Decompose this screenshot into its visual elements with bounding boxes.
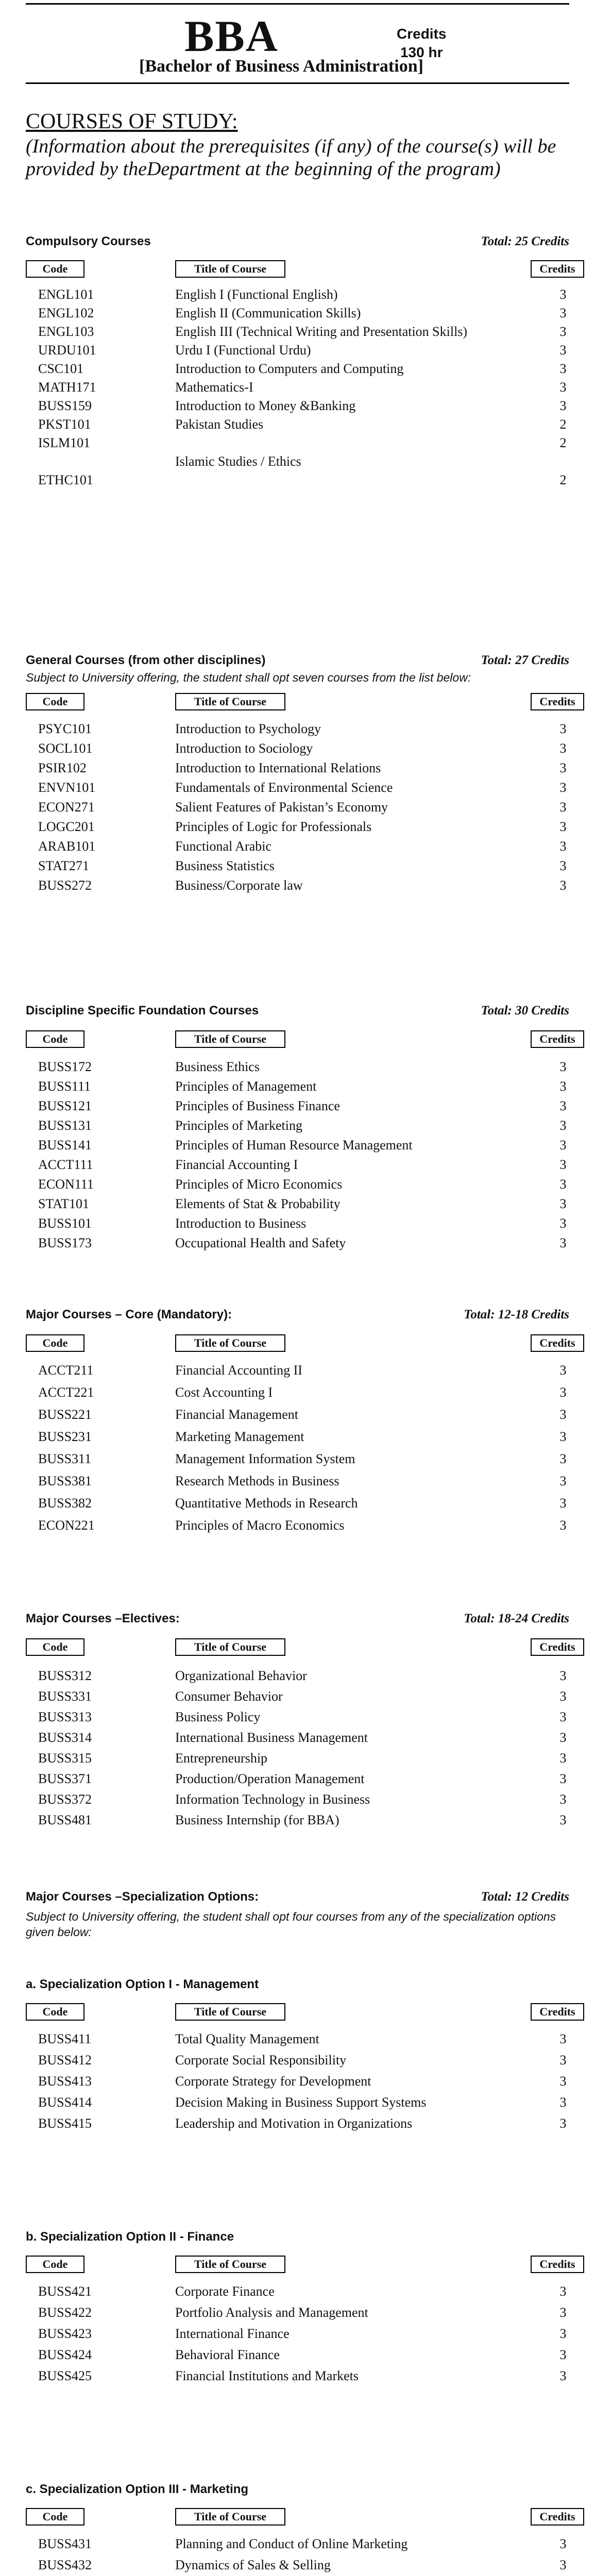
course-credits: 3 bbox=[559, 1496, 567, 1511]
course-credits: 3 bbox=[559, 800, 567, 815]
course-credits: 2 bbox=[559, 435, 567, 450]
course-title: English II (Communication Skills) bbox=[175, 306, 361, 320]
course-credits: 3 bbox=[559, 2368, 567, 2383]
course-title: Principles of Business Finance bbox=[175, 1098, 340, 1113]
course-title: Introduction to Computers and Computing bbox=[175, 361, 404, 376]
course-title: Principles of Human Resource Management bbox=[175, 1138, 413, 1153]
course-code: BUSS173 bbox=[38, 1235, 92, 1250]
course-credits: 3 bbox=[559, 1407, 567, 1422]
course-row bbox=[0, 2536, 595, 2554]
course-code: BUSS312 bbox=[38, 1668, 92, 1683]
course-row bbox=[0, 1709, 595, 1727]
section-title-specialization: Major Courses –Specialization Options: bbox=[26, 1890, 259, 1904]
course-credits: 3 bbox=[559, 2074, 567, 2089]
course-code: ENGL101 bbox=[38, 287, 94, 302]
course-credits: 3 bbox=[559, 1363, 567, 1378]
course-credits: 3 bbox=[559, 2116, 567, 2131]
course-title: Business Internship (for BBA) bbox=[175, 1812, 339, 1827]
course-row bbox=[0, 1118, 595, 1136]
course-code: BUSS432 bbox=[38, 2557, 92, 2572]
course-code: BUSS421 bbox=[38, 2284, 92, 2299]
course-credits: 3 bbox=[559, 1235, 567, 1250]
course-code: ETHC101 bbox=[38, 472, 93, 487]
course-row bbox=[0, 741, 595, 758]
course-row bbox=[0, 1059, 595, 1077]
course-title: Behavioral Finance bbox=[175, 2347, 280, 2362]
course-code: BUSS424 bbox=[38, 2347, 92, 2362]
course-title: Introduction to International Relations bbox=[175, 760, 381, 775]
course-title: Elements of Stat & Probability bbox=[175, 1196, 341, 1211]
course-credits: 3 bbox=[559, 1689, 567, 1704]
course-title: Consumer Behavior bbox=[175, 1689, 283, 1704]
section-title-electives: Major Courses –Electives: bbox=[26, 1612, 180, 1625]
course-credits: 2 bbox=[559, 417, 567, 432]
course-row bbox=[0, 417, 595, 434]
course-row bbox=[0, 1429, 595, 1447]
course-code: BUSS414 bbox=[38, 2095, 92, 2110]
column-header-credits: Credits bbox=[531, 2508, 584, 2526]
course-title: Salient Features of Pakistan’s Economy bbox=[175, 800, 388, 815]
course-title: Cost Accounting I bbox=[175, 1385, 273, 1400]
course-title: Entrepreneurship bbox=[175, 1751, 268, 1766]
course-row bbox=[0, 2031, 595, 2049]
course-title: Islamic Studies / Ethics bbox=[175, 454, 301, 469]
course-credits: 3 bbox=[559, 1138, 567, 1153]
course-credits: 3 bbox=[559, 306, 567, 320]
course-row bbox=[0, 1473, 595, 1491]
course-code: BUSS412 bbox=[38, 2053, 92, 2067]
course-row bbox=[0, 1235, 595, 1253]
course-credits: 3 bbox=[559, 1812, 567, 1827]
course-title: Dynamics of Sales & Selling bbox=[175, 2557, 331, 2572]
course-row bbox=[0, 435, 595, 453]
course-credits: 3 bbox=[559, 1668, 567, 1683]
course-credits: 3 bbox=[559, 1473, 567, 1488]
course-credits: 3 bbox=[559, 398, 567, 413]
section-total-specialization: Total: 12 Credits bbox=[481, 1890, 569, 1904]
course-row bbox=[0, 1216, 595, 1233]
course-title: Principles of Micro Economics bbox=[175, 1177, 343, 1192]
course-row bbox=[0, 380, 595, 397]
course-code: ENGL103 bbox=[38, 324, 94, 339]
course-title: Introduction to Sociology bbox=[175, 741, 313, 756]
course-credits: 3 bbox=[559, 1771, 567, 1786]
course-code: SOCL101 bbox=[38, 741, 93, 756]
course-code: ACCT211 bbox=[38, 1363, 94, 1378]
course-credits: 3 bbox=[559, 1792, 567, 1807]
specialization-option-title: a. Specialization Option I - Management bbox=[26, 1977, 259, 1991]
column-header-title: Title of Course bbox=[175, 2003, 285, 2021]
course-credits: 3 bbox=[559, 1730, 567, 1745]
course-title: Financial Institutions and Markets bbox=[175, 2368, 359, 2383]
course-credits: 3 bbox=[559, 760, 567, 775]
course-title: Principles of Macro Economics bbox=[175, 1518, 345, 1533]
course-title: Decision Making in Business Support Systems bbox=[175, 2095, 427, 2110]
column-header-credits: Credits bbox=[531, 260, 584, 278]
course-code: ACCT111 bbox=[38, 1157, 93, 1172]
course-code: BUSS272 bbox=[38, 878, 92, 893]
column-header-code: Code bbox=[26, 693, 84, 710]
course-title: Information Technology in Business bbox=[175, 1792, 370, 1807]
course-code: BUSS382 bbox=[38, 1496, 92, 1511]
course-row bbox=[0, 1385, 595, 1402]
course-title: Pakistan Studies bbox=[175, 417, 264, 432]
course-credits: 2 bbox=[559, 472, 567, 487]
course-code: BUSS131 bbox=[38, 1118, 92, 1133]
column-header-code: Code bbox=[26, 1638, 84, 1656]
course-row bbox=[0, 361, 595, 379]
column-header-code: Code bbox=[26, 260, 84, 278]
column-header-title: Title of Course bbox=[175, 1638, 285, 1656]
course-row bbox=[0, 1668, 595, 1686]
course-credits: 3 bbox=[559, 1216, 567, 1231]
course-credits: 3 bbox=[559, 2031, 567, 2046]
course-credits: 3 bbox=[559, 1157, 567, 1172]
course-row bbox=[0, 454, 595, 471]
course-title: Introduction to Psychology bbox=[175, 721, 321, 736]
course-credits: 3 bbox=[559, 2326, 567, 2341]
course-credits: 3 bbox=[559, 361, 567, 376]
course-title: Management Information System bbox=[175, 1451, 355, 1466]
course-credits: 3 bbox=[559, 1751, 567, 1766]
course-credits: 3 bbox=[559, 780, 567, 795]
column-header-code: Code bbox=[26, 1030, 84, 1048]
course-row bbox=[0, 780, 595, 798]
course-row bbox=[0, 2116, 595, 2133]
course-row bbox=[0, 1792, 595, 1809]
column-header-credits: Credits bbox=[531, 1334, 584, 1352]
course-credits: 3 bbox=[559, 741, 567, 756]
course-credits: 3 bbox=[559, 2536, 567, 2551]
course-title: International Finance bbox=[175, 2326, 290, 2341]
course-row bbox=[0, 398, 595, 416]
course-row bbox=[0, 878, 595, 895]
course-row bbox=[0, 1451, 595, 1469]
section-total-core: Total: 12-18 Credits bbox=[464, 1308, 569, 1321]
course-row bbox=[0, 306, 595, 323]
course-title: Fundamentals of Environmental Science bbox=[175, 780, 393, 795]
course-row bbox=[0, 1407, 595, 1425]
column-header-credits: Credits bbox=[531, 1638, 584, 1656]
course-row bbox=[0, 1689, 595, 1706]
column-header-title: Title of Course bbox=[175, 1334, 285, 1352]
course-row bbox=[0, 819, 595, 837]
course-code: BUSS311 bbox=[38, 1451, 92, 1466]
course-row bbox=[0, 472, 595, 490]
course-title: Corporate Strategy for Development bbox=[175, 2074, 371, 2089]
course-row bbox=[0, 2053, 595, 2070]
course-code: BUSS371 bbox=[38, 1771, 92, 1786]
course-credits: 3 bbox=[559, 1118, 567, 1133]
course-credits: 3 bbox=[559, 839, 567, 854]
course-code: BUSS172 bbox=[38, 1059, 92, 1074]
section-note-general: Subject to University offering, the student shall opt seven courses from the list below: bbox=[26, 671, 471, 684]
course-code: BUSS111 bbox=[38, 1079, 91, 1094]
course-credits: 3 bbox=[559, 1709, 567, 1724]
course-code: BUSS425 bbox=[38, 2368, 92, 2383]
column-header-title: Title of Course bbox=[175, 693, 285, 710]
course-credits: 3 bbox=[559, 343, 567, 358]
course-title: Business/Corporate law bbox=[175, 878, 303, 893]
course-row bbox=[0, 2095, 595, 2112]
course-title: Principles of Management bbox=[175, 1079, 317, 1094]
course-title: Total Quality Management bbox=[175, 2031, 319, 2046]
credits-value: 130 hr bbox=[400, 44, 443, 60]
course-code: BUSS141 bbox=[38, 1138, 92, 1153]
course-credits: 3 bbox=[559, 1177, 567, 1192]
course-code: PSYC101 bbox=[38, 721, 92, 736]
program-title: BBA bbox=[184, 11, 279, 61]
course-code: BUSS121 bbox=[38, 1098, 92, 1113]
course-row bbox=[0, 287, 595, 304]
program-subtitle: [Bachelor of Business Administration] bbox=[139, 57, 423, 76]
course-title: Mathematics-I bbox=[175, 380, 253, 395]
specialization-option-title: c. Specialization Option III - Marketing bbox=[26, 2482, 249, 2496]
course-title: Quantitative Methods in Research bbox=[175, 1496, 358, 1511]
course-row bbox=[0, 800, 595, 817]
section-title-core: Major Courses – Core (Mandatory): bbox=[26, 1308, 232, 1321]
course-credits: 3 bbox=[559, 2557, 567, 2572]
course-row bbox=[0, 1196, 595, 1214]
course-row bbox=[0, 1363, 595, 1380]
course-row bbox=[0, 1079, 595, 1096]
course-code: BUSS159 bbox=[38, 398, 92, 413]
column-header-credits: Credits bbox=[531, 2003, 584, 2021]
course-credits: 3 bbox=[559, 2095, 567, 2110]
course-row bbox=[0, 1730, 595, 1748]
course-credits: 3 bbox=[559, 324, 567, 339]
course-code: BUSS313 bbox=[38, 1709, 92, 1724]
column-header-credits: Credits bbox=[531, 1030, 584, 1048]
section-title-compulsory: Compulsory Courses bbox=[26, 234, 151, 248]
course-credits: 3 bbox=[559, 1098, 567, 1113]
course-row bbox=[0, 858, 595, 876]
course-code: PKST101 bbox=[38, 417, 91, 432]
course-code: BUSS411 bbox=[38, 2031, 92, 2046]
course-credits: 3 bbox=[559, 380, 567, 395]
course-title: English I (Functional English) bbox=[175, 287, 338, 302]
column-header-credits: Credits bbox=[531, 693, 584, 710]
course-credits: 3 bbox=[559, 858, 567, 873]
course-row bbox=[0, 721, 595, 739]
course-title: Occupational Health and Safety bbox=[175, 1235, 346, 1250]
course-title: International Business Management bbox=[175, 1730, 368, 1745]
course-code: BUSS422 bbox=[38, 2305, 92, 2320]
course-code: BUSS331 bbox=[38, 1689, 92, 1704]
course-code: BUSS372 bbox=[38, 1792, 92, 1807]
section-total-general: Total: 27 Credits bbox=[481, 653, 569, 667]
column-header-title: Title of Course bbox=[175, 2256, 285, 2273]
course-row bbox=[0, 1771, 595, 1789]
course-title: Financial Management bbox=[175, 1407, 298, 1422]
column-header-title: Title of Course bbox=[175, 1030, 285, 1048]
course-code: STAT101 bbox=[38, 1196, 90, 1211]
course-title: Leadership and Motivation in Organizations bbox=[175, 2116, 413, 2131]
section-total-electives: Total: 18-24 Credits bbox=[464, 1612, 569, 1625]
course-title: Financial Accounting I bbox=[175, 1157, 298, 1172]
course-row bbox=[0, 2326, 595, 2344]
course-credits: 3 bbox=[559, 1196, 567, 1211]
course-title: Principles of Logic for Professionals bbox=[175, 819, 372, 834]
course-credits: 3 bbox=[559, 2347, 567, 2362]
course-code: URDU101 bbox=[38, 343, 96, 358]
course-title: Functional Arabic bbox=[175, 839, 272, 854]
course-credits: 3 bbox=[559, 878, 567, 893]
course-code: BUSS231 bbox=[38, 1429, 92, 1444]
course-code: BUSS481 bbox=[38, 1812, 92, 1827]
course-title: Principles of Marketing bbox=[175, 1118, 302, 1133]
course-credits: 3 bbox=[559, 1079, 567, 1094]
course-code: BUSS413 bbox=[38, 2074, 92, 2089]
course-code: BUSS381 bbox=[38, 1473, 92, 1488]
course-title: Introduction to Money &Banking bbox=[175, 398, 356, 413]
course-title: Portfolio Analysis and Management bbox=[175, 2305, 368, 2320]
course-row bbox=[0, 2368, 595, 2386]
course-title: Financial Accounting II bbox=[175, 1363, 302, 1378]
column-header-credits: Credits bbox=[531, 2256, 584, 2273]
course-code: ECON111 bbox=[38, 1177, 94, 1192]
course-row bbox=[0, 1496, 595, 1513]
header-bottom-rule bbox=[26, 82, 569, 84]
course-row bbox=[0, 760, 595, 778]
course-code: PSIR102 bbox=[38, 760, 87, 775]
course-title: Research Methods in Business bbox=[175, 1473, 339, 1488]
section-total-foundation: Total: 30 Credits bbox=[481, 1004, 569, 1018]
course-row bbox=[0, 1157, 595, 1175]
course-title: Business Policy bbox=[175, 1709, 261, 1724]
course-row bbox=[0, 2284, 595, 2301]
course-code: BUSS431 bbox=[38, 2536, 92, 2551]
course-code: ENGL102 bbox=[38, 306, 94, 320]
course-code: CSC101 bbox=[38, 361, 84, 376]
program-credits bbox=[397, 25, 446, 62]
course-credits: 3 bbox=[559, 2053, 567, 2067]
course-credits: 3 bbox=[559, 1059, 567, 1074]
section-total-compulsory: Total: 25 Credits bbox=[481, 234, 569, 248]
course-code: BUSS101 bbox=[38, 1216, 92, 1231]
course-code: ACCT221 bbox=[38, 1385, 94, 1400]
column-header-title: Title of Course bbox=[175, 260, 285, 278]
column-header-code: Code bbox=[26, 2508, 84, 2526]
section-title-general: General Courses (from other disciplines) bbox=[26, 653, 266, 667]
course-code: ECON271 bbox=[38, 800, 95, 815]
course-credits: 3 bbox=[559, 1518, 567, 1533]
course-row bbox=[0, 1751, 595, 1768]
course-row bbox=[0, 2557, 595, 2575]
course-code: BUSS221 bbox=[38, 1407, 92, 1422]
header-top-rule bbox=[26, 3, 569, 5]
course-credits: 3 bbox=[559, 1429, 567, 1444]
course-code: ENVN101 bbox=[38, 780, 96, 795]
courses-heading: COURSES OF STUDY: bbox=[26, 110, 238, 133]
course-row bbox=[0, 1098, 595, 1116]
course-credits: 3 bbox=[559, 287, 567, 302]
courses-note: (Information about the prerequisites (if any) of the course(s) will be provided by theDepartment at the beginning of the program) bbox=[26, 135, 556, 180]
course-title: Planning and Conduct of Online Marketing bbox=[175, 2536, 408, 2551]
course-title: Introduction to Business bbox=[175, 1216, 307, 1231]
course-credits: 3 bbox=[559, 819, 567, 834]
course-title: Production/Operation Management bbox=[175, 1771, 365, 1786]
course-code: LOGC201 bbox=[38, 819, 95, 834]
course-title: Marketing Management bbox=[175, 1429, 304, 1444]
course-row bbox=[0, 2347, 595, 2365]
course-credits: 3 bbox=[559, 1385, 567, 1400]
course-row bbox=[0, 2074, 595, 2091]
course-credits: 3 bbox=[559, 1451, 567, 1466]
course-row bbox=[0, 1812, 595, 1830]
course-credits: 3 bbox=[559, 2284, 567, 2299]
course-code: BUSS423 bbox=[38, 2326, 92, 2341]
course-code: MATH171 bbox=[38, 380, 96, 395]
course-code: STAT271 bbox=[38, 858, 90, 873]
course-row bbox=[0, 839, 595, 856]
course-row bbox=[0, 343, 595, 360]
course-row bbox=[0, 2305, 595, 2323]
course-row bbox=[0, 324, 595, 342]
column-header-code: Code bbox=[26, 2256, 84, 2273]
course-title: Corporate Social Responsibility bbox=[175, 2053, 347, 2067]
credits-label: Credits bbox=[397, 26, 447, 42]
course-title: Organizational Behavior bbox=[175, 1668, 307, 1683]
section-note-specialization: Subject to University offering, the student shall opt four courses from any of the specialization options given below: bbox=[26, 1910, 556, 1939]
course-code: ISLM101 bbox=[38, 435, 91, 450]
course-code: BUSS314 bbox=[38, 1730, 92, 1745]
course-credits: 3 bbox=[559, 721, 567, 736]
course-title: Business Ethics bbox=[175, 1059, 260, 1074]
column-header-title: Title of Course bbox=[175, 2508, 285, 2526]
section-title-foundation: Discipline Specific Foundation Courses bbox=[26, 1004, 259, 1018]
course-code: ECON221 bbox=[38, 1518, 95, 1533]
course-title: English III (Technical Writing and Presentation Skills) bbox=[175, 324, 468, 339]
course-row bbox=[0, 1177, 595, 1194]
course-title: Business Statistics bbox=[175, 858, 275, 873]
course-row bbox=[0, 1518, 595, 1535]
specialization-option-title: b. Specialization Option II - Finance bbox=[26, 2230, 234, 2244]
course-row bbox=[0, 1138, 595, 1155]
course-title: Urdu I (Functional Urdu) bbox=[175, 343, 311, 358]
course-code: BUSS415 bbox=[38, 2116, 92, 2131]
column-header-code: Code bbox=[26, 1334, 84, 1352]
course-credits: 3 bbox=[559, 2305, 567, 2320]
course-code: ARAB101 bbox=[38, 839, 96, 854]
column-header-code: Code bbox=[26, 2003, 84, 2021]
course-title: Corporate Finance bbox=[175, 2284, 275, 2299]
course-code: BUSS315 bbox=[38, 1751, 92, 1766]
